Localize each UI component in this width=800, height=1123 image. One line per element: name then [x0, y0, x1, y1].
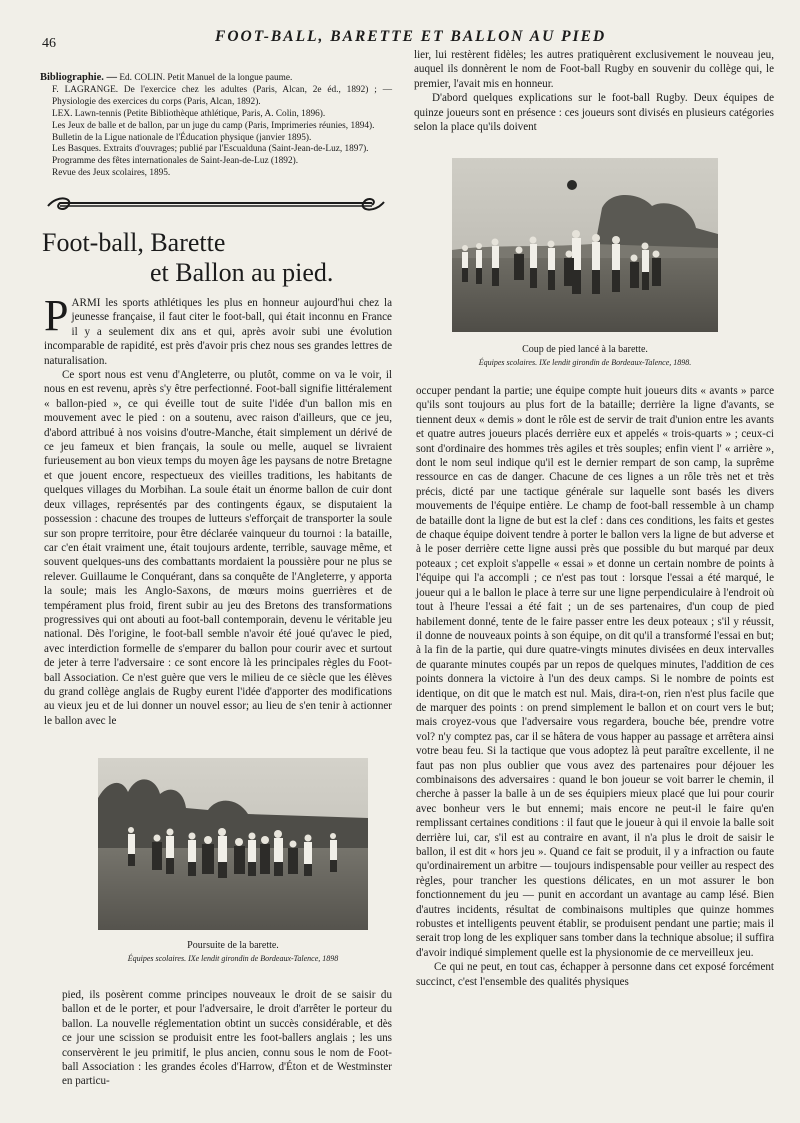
- caption-title: Poursuite de la barette.: [187, 940, 279, 951]
- paragraph: pied, ils posèrent comme principes nouveaux le droit de se saisir du ballon et de le porter, et pour l'adversaire, le droit d'arrêter le porteur du ballon. La nouvelle réglementation obtint un succès considérable, et dès ce jour une scission se produisit entre les foot-ballers anglais ; les uns conservèrent le jeu primitif, le plus ancien, connu sous le nom de Foot-ball Association : les grandes écoles d'Harrow, d'Éton et de Westminster en particu-: [62, 989, 392, 1088]
- bibliography-item: Bibliographie. — Ed. COLIN. Petit Manuel de la longue paume.: [40, 72, 293, 83]
- caption-title: Coup de pied lancé à la barette.: [522, 344, 648, 355]
- decorative-rule: [44, 192, 388, 216]
- paragraph: D'abord quelques explications sur le foot-ball Rugby. Deux équipes de quinze joueurs sont en présence : ces joueurs sont divisés en plusieurs catégories selon la place qu'ils doivent: [414, 92, 774, 134]
- bibliography-item: Les Jeux de balle et de ballon, par un juge du camp (Paris, Imprimeries réunies, 1894).: [52, 120, 375, 131]
- left-column-continued: [62, 988, 392, 1089]
- article-title: [42, 228, 392, 288]
- caption-credit: Équipes scolaires. IXe lendit girondin de Bordeaux-Talence, 1898.: [478, 358, 692, 367]
- caption-credit: Équipes scolaires. IXe lendit girondin de Bordeaux-Talence, 1898: [127, 954, 339, 963]
- bibliography-item: LEX. Lawn-tennis (Petite Bibliothèque athlétique, Paris, A. Colin, 1896).: [52, 108, 326, 119]
- left-column-text: [44, 291, 392, 728]
- title-line-1: Foot-ball, Barette: [42, 228, 226, 257]
- photo-coup-de-pied: [452, 158, 718, 332]
- running-title: FOOT-BALL, BARETTE ET BALLON AU PIED: [215, 28, 607, 45]
- figure-caption-1: [440, 344, 730, 367]
- bibliography-item: Les Basques. Extraits d'ouvrages; publié par l'Escualduna (Saint-Jean-de-Luz, 1897).: [52, 144, 369, 155]
- bibliography-item: Revue des Jeux scolaires, 1895.: [52, 168, 171, 179]
- right-column-text: [416, 384, 774, 989]
- right-column-top: [414, 48, 774, 134]
- figure-caption-2: [80, 940, 386, 963]
- paragraph: Ce sport nous est venu d'Angleterre, ou plutôt, comme on va le voir, il nous en est revenu, après s'y être perfectionné. Foot-ball signifie littéralement « ballon-pied », ce qui éveille tout de suite l'idée d'un ballon mis en mouvement avec le pied : on a soutenu, avec raison d'ailleurs, que ce jeu, d'abord attribué à nos voisins d'outre-Manche, était simplement un dérivé de ce jeu fameux et bien français, la soule ou melle, auquel se livraient furieusement au bon vieux temps du moyen âge les paysans de notre Bretagne et que jouent encore, respectueux des vieilles traditions, les habitants de quelques villages du Morbihan. La soule était un énorme ballon de cuir dont deux villages, représentés par des contingents égaux, se disputaient la possession : chacune des troupes de lutteurs s'efforçait de transporter la soule sur son propre territoire, pour être déclarée vainqueur du tournoi : la bataille, car c'en était vraiment une, était toujours ardente, terrible, sauvage même, et souvent quelques-uns des combattants mordaient la poussière pour ne plus se relever. Guillaume le Conquérant, dans sa conquête de l'Angleterre, y apporta la soule; mais les Anglo-Saxons, de mœurs moins guerrières et de tempérament plus froid, firent subir au jeu des Bretons des transformations progressives qui ont abouti au foot-ball contemporain, devenu le véritable jeu national. Dès l'origine, le foot-ball semble n'avoir été joué qu'avec le pied, avec interdiction formelle de s'emparer du ballon pour courir avec et surtout de jeter à terre l'adversaire : ce sont encore là les principales règles du Foot-ball Association. Ce n'est guère que vers le milieu de ce siècle que les élèves du grand collège anglais de Rugby eurent l'idée d'apporter des modifications au vieux jeu et de lui donner un nouvel essor; au lieu de s'en tenir à actionner le ballon avec le: [44, 369, 392, 727]
- rugby-scene-illustration: [452, 158, 718, 332]
- paragraph: lier, lui restèrent fidèles; les autres pratiquèrent exclusivement le nouveau jeu, auquel ils donnèrent le nom de Foot-ball Rugby en souvenir du collège qui, le premier, l'avait mis en honneur.: [414, 49, 774, 90]
- page-number: 46: [42, 36, 56, 51]
- paragraph: occuper pendant la partie; une équipe compte huit joueurs dits « avants » parce qu'ils sont toujours au plus fort de la bataille; derrière la ligne d'avants, se tiennent deux « demis » dont le rôle est de servir de trait d'union entre les avants et quatre autres joueurs placés derrière eux et appelés « trois-quarts » ; ceux-ci sont d'ordinaire des hommes très agiles et très souples; enfin vient l' « arrière », dont le nom seul indique qu'il est le dernier rempart de son camp, la suprême ressource en cas de danger. Chacune de ces lignes a un rôle très net et très précis, dicté par une tactique générale sur laquelle sont basés les divers mouvements de l'équipe entière. Le champ de foot-ball ressemble à un champ de bataille dont la ligne de but est la clef : dans ces conditions, les faits et gestes de chaque équipe doivent tendre à porter le ballon vers la ligne de but adverse et à le poser derrière cette ligne aussi près que possible du but marqué par deux poteaux ; cet exploit s'appelle « essai » et donne un certain nombre de points à l'équipe qui l'a accompli ; ce n'est pas tout : lorsque l'essai a été marqué, le joueur qui a le ballon le place à terre sur une ligne perpendiculaire à l'endroit où tout à l'heure l'essai a été fait ; un de ses partenaires, d'un coup de pied habilement donné, tente de le faire passer entre les deux poteaux ; s'il y réussit, il donne de nouveaux points à son équipe, on dit qu'il a transformé l'essai en but; à la fin de la partie, qui dure quatre-vingts minutes divisées en deux intervalles de quarante minutes coupés par un repos de quelques minutes, l'addition de ces points donnera la victoire à l'un des deux camps. Si le nombre de points est identique, on dit que le match est nul. Mais, dira-t-on, rien n'est plus facile que de marquer des points : on prend simplement le ballon et on court vers le but; mais croyez-vous que l'adversaire vous regardera, bouche bée, prendre votre vol? n'y comptez pas, car il se hâtera de vous happer au passage et arrêtera ainsi votre beau feu. Si la tactique que vous adoptez là peut paraître excellente, il ne faut pas non plus oublier que vous avez des partenaires pour déjouer les combinaisons des adversaires : quand le bon joueur se voit barrer le chemin, il cherche à passer la balle à un de ses équipiers mieux placé que lui pour courir avec bonheur vers le but ennemi; mais encore ne peut-il le faire qu'en remplissant certaines conditions : il faut que le joueur à qui il envoie la balle soit derrière lui, car, s'il est au contraire en avant, il n'a plus le droit de saisir le ballon, il est dit « hors jeu ». Quand ce fait se produit, il y a infraction ou faute qu'ordinairement un arbitre — toujours indispensable pour veiller au respect des règles, pour trancher les questions délicates, en un mot assurer le bon fonctionnement du jeu — punit en accordant un avantage au camp lésé. Bien d'autres incidents, résultat de combinaisons multiples que quinze hommes robustes et intelligents peuvent établir, se produisent pendant une partie; mais il serait trop long de les expliquer sans tomber dans la technique absolue; il suffira d'avoir indiqué simplement quelle est la physionomie de ce merveilleux jeu.: [416, 385, 774, 959]
- bibliography-item: Bulletin de la Ligue nationale de l'Éducation physique (janvier 1895).: [52, 132, 312, 143]
- bibliography-item: F. LAGRANGE. De l'exercice chez les adultes (Paris, Alcan, 2e éd., 1892) ; — Physiologie des exercices du corps (Paris, Alcan, 1892).: [52, 84, 392, 107]
- bibliography-heading: Bibliographie. —: [40, 72, 118, 83]
- photo-poursuite: [98, 758, 368, 930]
- paragraph: PARMI les sports athlétiques les plus en honneur aujourd'hui chez la jeunesse française, il faut citer le foot-ball, qui était inconnu en France il y a seulement dix ans et qui, après avoir subi une évolution incomparable de rapidité, est près d'avoir pris chez nous ses grandes lettres de naturalisation.: [44, 291, 392, 367]
- drop-cap: P: [44, 291, 69, 340]
- paragraph: Ce qui ne peut, en tout cas, échapper à personne dans cet exposé forcément succinct, c'est l'ensemble des qualités physiques: [416, 961, 774, 988]
- bibliography: [40, 72, 392, 180]
- rugby-scene-illustration: [98, 758, 368, 930]
- bibliography-item: Programme des fêtes internationales de Saint-Jean-de-Luz (1892).: [52, 156, 299, 167]
- title-line-2: et Ballon au pied.: [150, 258, 334, 287]
